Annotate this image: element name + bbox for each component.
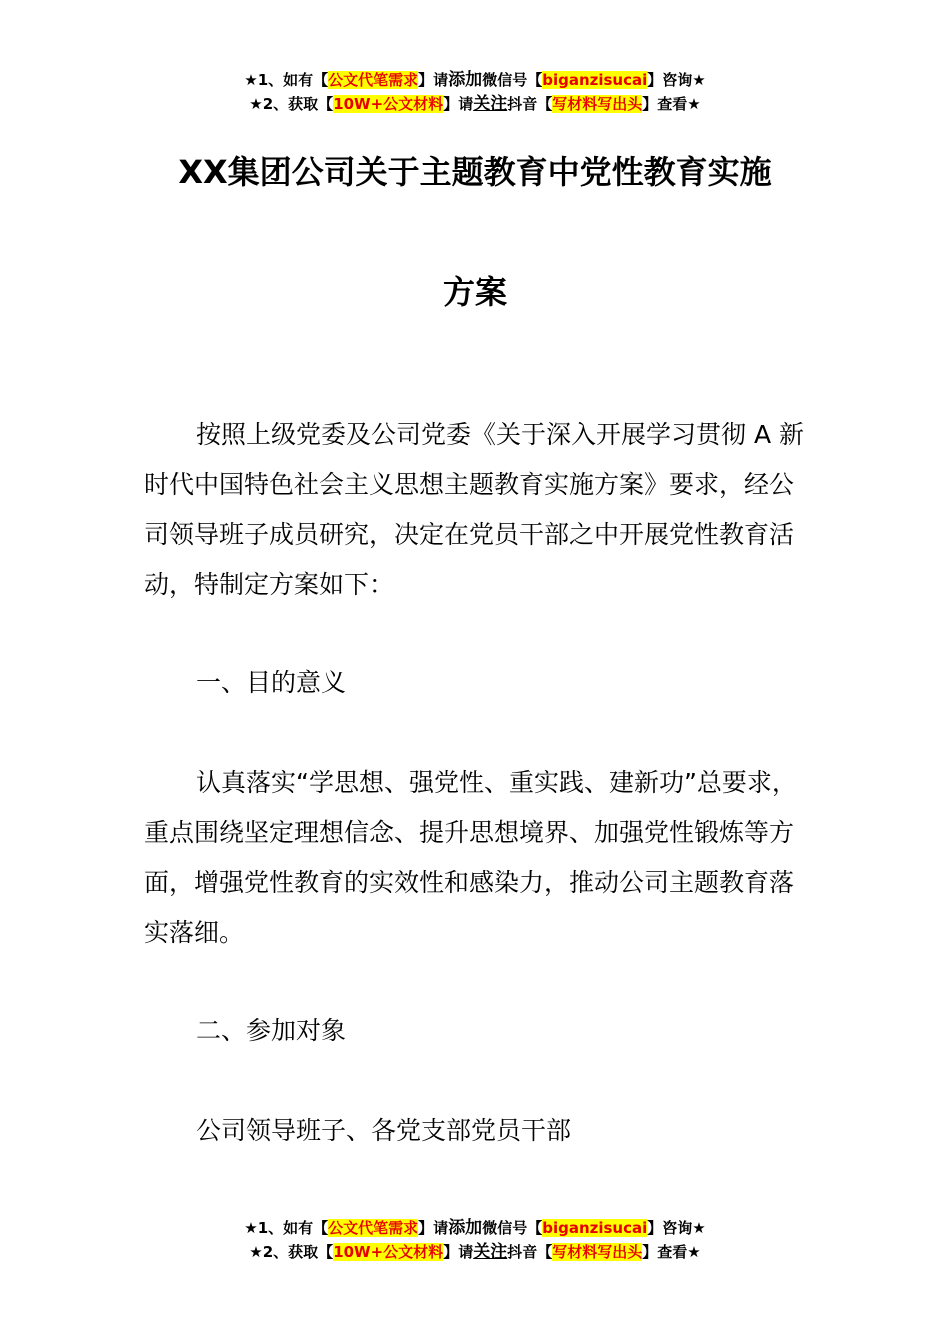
section-heading-purpose: 一、目的意义 bbox=[196, 668, 347, 697]
highlight-douyin: 写材料写出头 bbox=[552, 95, 643, 113]
footer-banner-line-1: ★1、如有【公文代笔需求】请添加微信号【biganzisucai】咨询★ bbox=[244, 1218, 706, 1238]
footer-highlight-materials: 10W+公文材料 bbox=[333, 1243, 444, 1261]
footer-banner bbox=[0, 1216, 950, 1264]
banner-line-2: ★2、获取【10W+公文材料】请关注抖音【写材料写出头】查看★ bbox=[249, 94, 701, 114]
paragraph-intro: 按照上级党委及公司党委《关于深入开展学习贯彻 A 新时代中国特色社会主义思想主题教育实施方案》要求，经公司领导班子成员研究，决定在党员干部之中开展党性教育活动，特制定方案如下： bbox=[144, 420, 804, 599]
footer-highlight-ghostwriting: 公文代笔需求 bbox=[328, 1219, 419, 1237]
paragraph-purpose: 认真落实“学思想、强党性、重实践、建新功”总要求，重点围绕坚定理想信念、提升思想境界、加强党性锻炼等方面，增强党性教育的实效性和感染力，推动公司主题教育落实落细。 bbox=[144, 768, 797, 947]
highlight-ghostwriting: 公文代笔需求 bbox=[328, 71, 419, 89]
banner-line-1: ★1、如有【公文代笔需求】请添加微信号【biganzisucai】咨询★ bbox=[244, 70, 706, 90]
footer-highlight-douyin: 写材料写出头 bbox=[552, 1243, 643, 1261]
document-title-line-1: XX集团公司关于主题教育中党性教育实施 bbox=[178, 153, 772, 191]
header-banner bbox=[0, 68, 950, 116]
footer-highlight-wechat-id: biganzisucai bbox=[542, 1219, 648, 1237]
footer-banner-line-2: ★2、获取【10W+公文材料】请关注抖音【写材料写出头】查看★ bbox=[249, 1242, 701, 1262]
document-title-line-2: 方案 bbox=[442, 273, 507, 311]
section-heading-participants: 二、参加对象 bbox=[196, 1016, 347, 1045]
highlight-wechat-id: biganzisucai bbox=[542, 71, 648, 89]
paragraph-participants: 公司领导班子、各党支部党员干部 bbox=[196, 1116, 572, 1145]
highlight-materials: 10W+公文材料 bbox=[333, 95, 444, 113]
